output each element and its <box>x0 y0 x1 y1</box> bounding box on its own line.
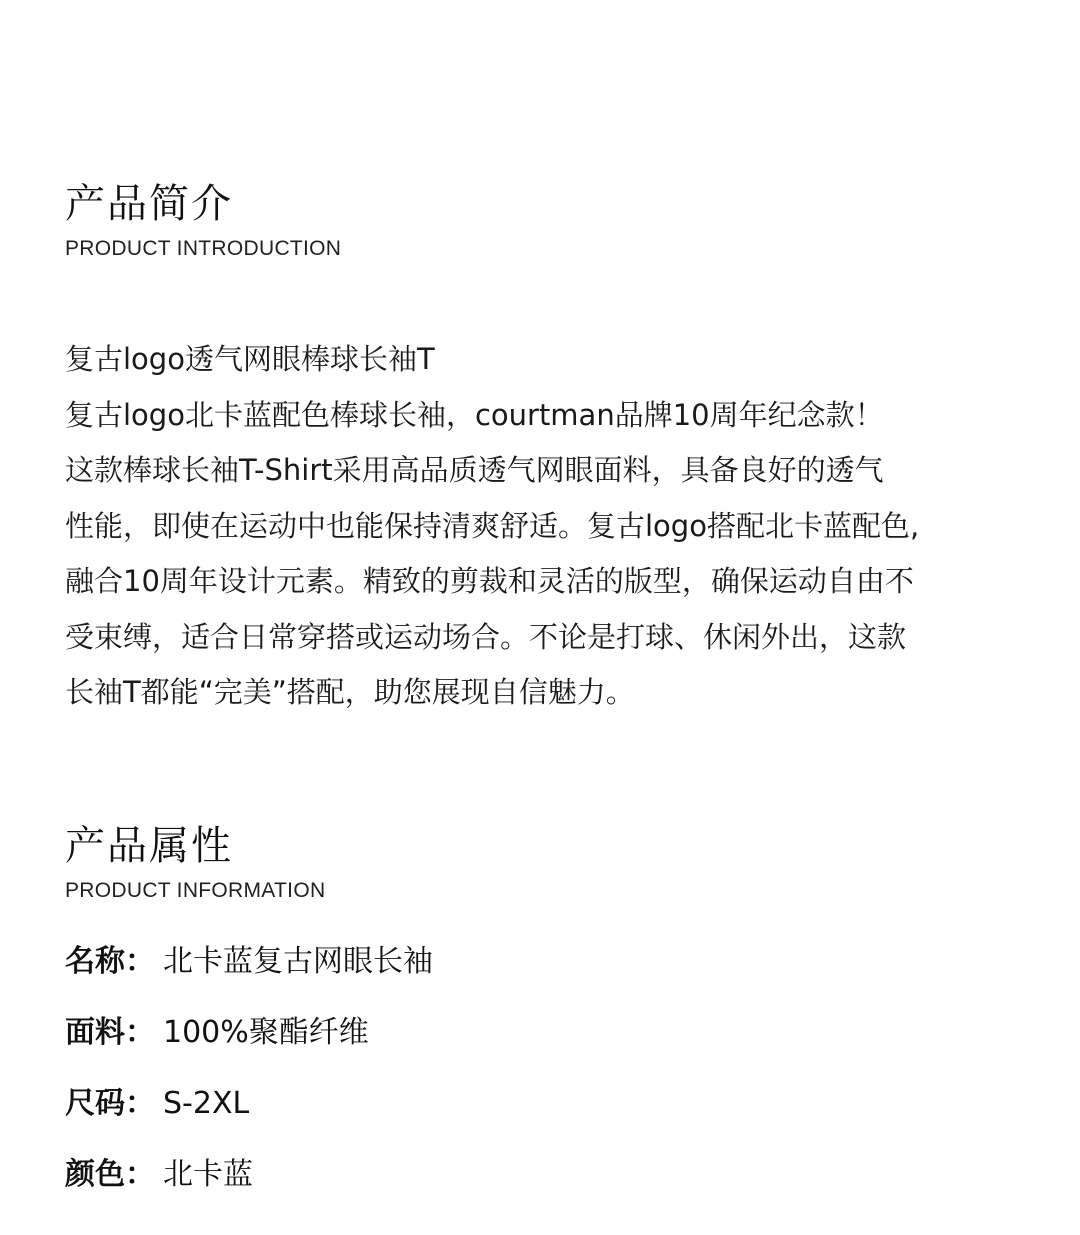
attribute-colon: ： <box>125 1015 155 1050</box>
attribute-row-name <box>65 942 1025 1013</box>
attribute-value: 100%聚酯纤维 <box>163 1015 369 1050</box>
info-subtitle: PRODUCT INFORMATION <box>65 879 326 902</box>
product-information-section <box>65 820 1025 1226</box>
attribute-label: 尺码 <box>65 1086 125 1121</box>
intro-line: 复古logo北卡蓝配色棒球长袖，courtman品牌10周年纪念款！ <box>65 397 884 432</box>
attribute-row-fabric <box>65 1013 1025 1084</box>
intro-body <box>65 332 1025 721</box>
intro-title: 产品简介 <box>65 181 233 227</box>
attribute-label: 名称 <box>65 944 125 979</box>
attribute-value: S-2XL <box>163 1086 250 1121</box>
intro-line: 融合10周年设计元素。精致的剪裁和灵活的版型，确保运动自由不 <box>65 564 914 598</box>
intro-line: 长袖T都能“完美”搭配，助您展现自信魅力。 <box>65 675 635 709</box>
intro-line: 性能，即使在运动中也能保持清爽舒适。复古logo搭配北卡蓝配色, <box>65 508 920 543</box>
attribute-colon: ： <box>125 944 155 979</box>
attribute-value: 北卡蓝 <box>163 1157 253 1192</box>
intro-subtitle: PRODUCT INTRODUCTION <box>65 237 342 260</box>
attribute-row-size <box>65 1084 1025 1155</box>
attribute-label: 颜色 <box>65 1157 125 1192</box>
attribute-colon: ： <box>125 1157 155 1192</box>
intro-line: 这款棒球长袖T-Shirt采用高品质透气网眼面料，具备良好的透气 <box>65 453 884 487</box>
attribute-value: 北卡蓝复古网眼长袖 <box>163 944 433 979</box>
info-title: 产品属性 <box>65 823 233 869</box>
attribute-row-color <box>65 1155 1025 1226</box>
product-introduction-section <box>65 178 1025 721</box>
attribute-label: 面料 <box>65 1015 125 1050</box>
attribute-list <box>65 942 1025 1226</box>
intro-line: 受束缚，适合日常穿搭或运动场合。不论是打球、休闲外出，这款 <box>65 619 907 654</box>
intro-line: 复古logo透气网眼棒球长袖T <box>65 342 435 376</box>
attribute-colon: ： <box>125 1086 155 1121</box>
